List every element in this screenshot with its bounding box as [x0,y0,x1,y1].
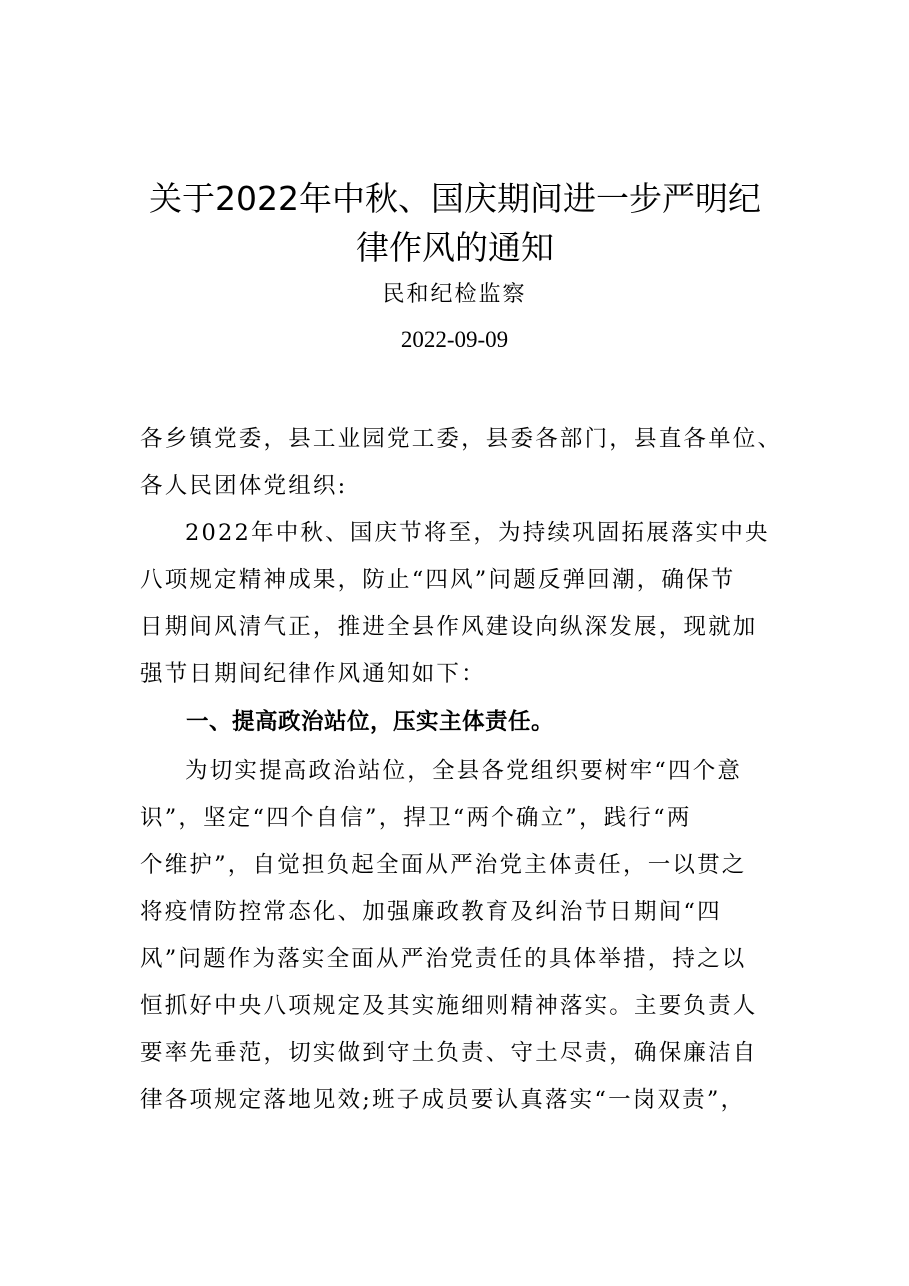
section-heading: 一、提高政治站位，压实主体责任。 [186,709,555,735]
body-line: 强节日期间纪律作风通知如下： [140,661,486,687]
body-line: 个维护”，自觉担负起全面从严治党主体责任，一以贯之 [140,852,747,878]
body-line: 恒抓好中央八项规定及其实施细则精神落实。主要负责人 [140,993,758,1019]
document-title-line-1: 关于2022年中秋、国庆期间进一步严明纪 [149,179,761,218]
document-title-line-2: 律作风的通知 [356,228,554,267]
body-line: 将疫情防控常态化、加强廉政教育及纠治节日期间“四 [140,899,722,925]
body-line: 2022年中秋、国庆节将至，为持续巩固拓展落实中央 [185,520,770,546]
document-date: 2022-09-09 [400,327,509,352]
body-line: 要率先垂范，切实做到守土负责、守土尽责，确保廉洁自 [140,1040,758,1066]
body-line: 为切实提高政治站位，全县各党组织要树牢“四个意 [185,758,743,784]
body-line: 风”问题作为落实全面从严治党责任的具体举措，持之以 [140,946,747,972]
document-source: 民和纪检监察 [382,282,527,307]
body-line: 八项规定精神成果，防止“四风”问题反弹回潮，确保节 [140,567,736,593]
body-line: 律各项规定落地见效;班子成员要认真落实“一岗双责”， [140,1087,746,1113]
body-line: 日期间风清气正，推进全县作风建设向纵深发展，现就加 [140,614,758,640]
body-line: 识”，坚定“四个自信”，捍卫“两个确立”，践行“两 [140,805,692,831]
body-line: 各人民团体党组织: [140,473,348,499]
body-line: 各乡镇党委，县工业园党工委，县委各部门，县直各单位、 [140,426,783,452]
